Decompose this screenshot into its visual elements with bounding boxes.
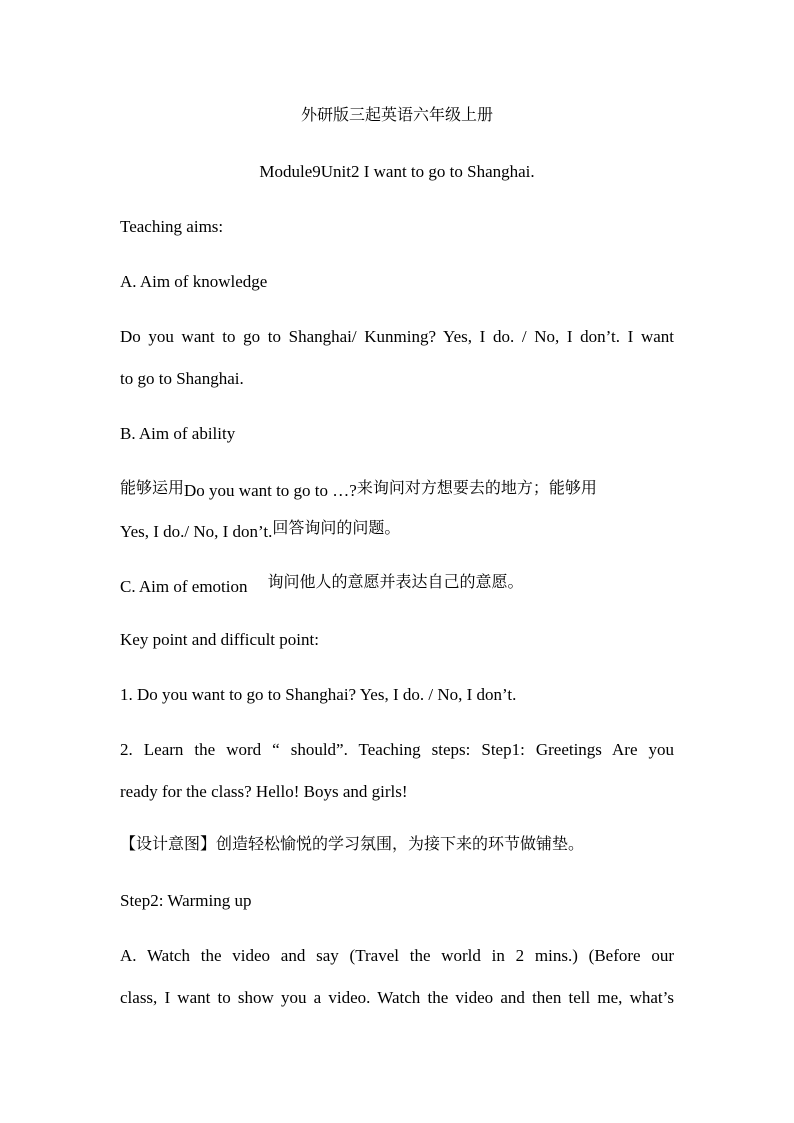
design-intent: 【设计意图】创造轻松愉悦的学习氛围，为接下来的环节做铺垫。 [120,834,585,853]
step2-heading: Step2: Warming up [120,891,252,910]
teaching-aims-heading: Teaching aims: [120,217,224,236]
aim-ability-text-cjk-3: 回答询问的问题。 [272,518,401,537]
aim-ability-text-line2 [120,518,401,543]
key-point-heading: Key point and difficult point: [120,630,319,649]
aim-knowledge-text-line1: Do you want to go to Shanghai/ Kunming? Yes, I do. / No, I don’t. I want [120,327,674,346]
step2-a-line2: class, I want to show you a video. Watch the video and then tell me, what’s [120,988,674,1007]
aim-emotion-heading: C. Aim of emotion [120,577,248,596]
step2-a-line1: A. Watch the video and say (Travel the world in 2 mins.) (Before our [120,946,674,965]
aim-ability-text-cjk-1: 能够运用 [120,478,185,497]
aim-knowledge-text-line2: to go to Shanghai. [120,369,244,388]
aim-ability-heading: B. Aim of ability [120,424,236,443]
document-header: 外研版三起英语六年级上册 [300,105,493,124]
key-point-2-line1: 2. Learn the word “ should”. Teaching steps: Step1: Greetings Are you [120,740,674,759]
aim-emotion-line [120,572,524,598]
aim-ability-text-en-2: Yes, I do./ No, I don’t. [120,522,273,541]
aim-ability-text-cjk-2: 来询问对方想要去的地方；能够用 [356,478,597,497]
key-point-2-line2: ready for the class? Hello! Boys and girls! [120,782,408,801]
document-title: Module9Unit2 I want to go to Shanghai. [259,162,535,181]
aim-ability-text-en-1: Do you want to go to …? [184,481,357,500]
aim-ability-text-line1 [120,477,597,499]
key-point-1: 1. Do you want to go to Shanghai? Yes, I do. / No, I don’t. [120,685,517,704]
aim-emotion-text: 询问他人的意愿并表达自己的意愿。 [267,572,524,591]
aim-knowledge-heading: A. Aim of knowledge [120,272,268,291]
